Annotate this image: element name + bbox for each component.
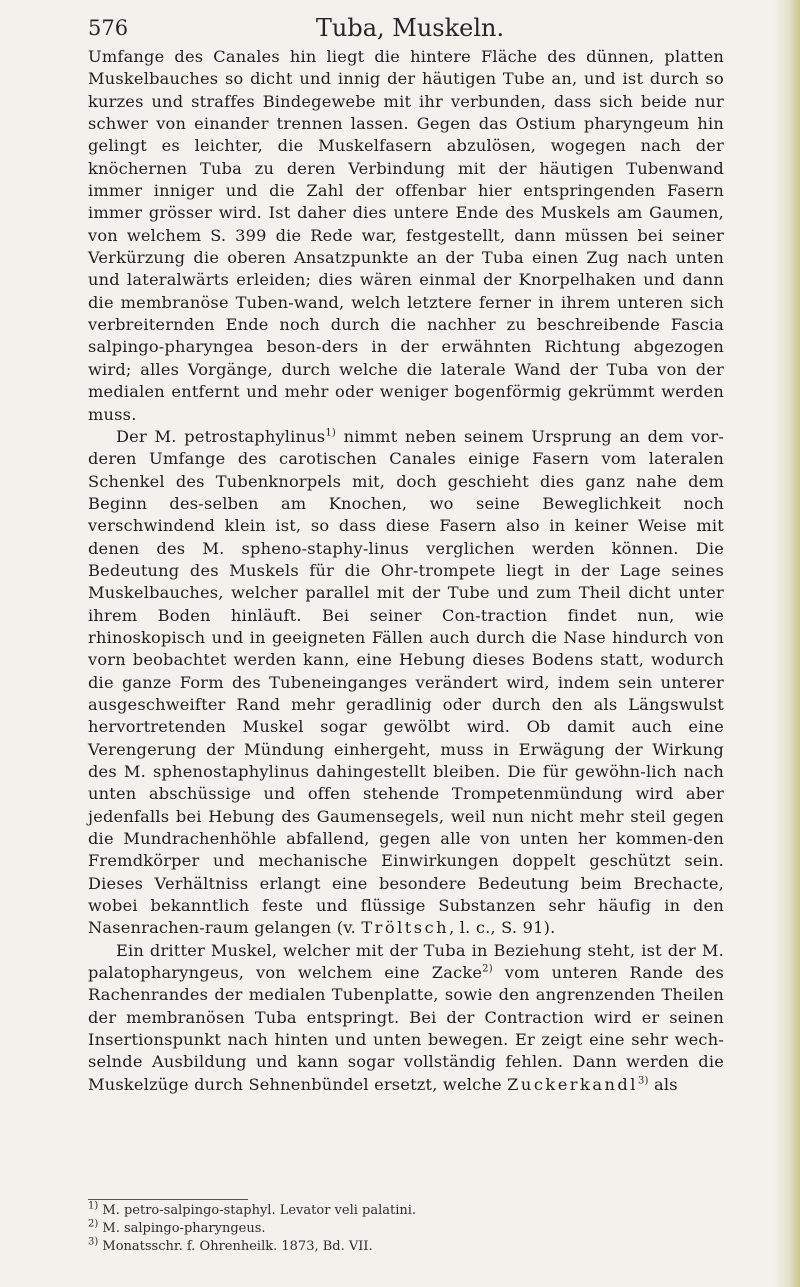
running-title: Tuba, Muskeln. <box>315 14 505 42</box>
paragraph-3-part-b: vom unteren Rande des Rachenrandes der medialen Tubenplatte, sowie den angrenzenden Theilen der membranösen Tuba entspringt. Bei der Contraction wird er seinen Insertionspunkt nach hinten und unten bewegen. Er zeigt eine sehr wech-selnde Ausbildung und kann sogar vollständig fehlen. Dann werden die Muskelzüge durch Sehnenbündel ersetzt, welche <box>88 963 724 1094</box>
page-gutter-shadow <box>774 0 800 1287</box>
author-name-troeltsch: Tröltsch <box>361 918 450 938</box>
footnote-mark: 1) <box>88 1200 99 1212</box>
footnote-ref-3: 3) <box>637 1075 649 1087</box>
footnote-text: M. salpingo-pharyngeus. <box>98 1221 266 1236</box>
footnote-2 <box>88 1220 724 1238</box>
footnotes <box>88 1199 724 1256</box>
page-header <box>88 12 732 48</box>
footnote-rule <box>88 1199 248 1200</box>
footnote-1 <box>88 1202 724 1220</box>
footnote-ref-1: 1) <box>325 427 336 439</box>
page-number: 576 <box>88 16 129 40</box>
paragraph-2-part-b: nimmt neben seinem Ursprung an dem vor-deren Umfange des carotischen Canales einige Fasern vom lateralen Schenkel des Tubenknorpels mit, doch geschieht dies ganz nahe dem Beginn des-selben am Knochen, wo seine Beweglichkeit noch verschwindend klein ist, so dass diese Fasern also in keiner Weise mit denen des M. spheno-staphy-linus verglichen werden können. Die Bedeutung des Muskels für die Ohr-trompete liegt in der Lage seines Muskelbauches, welcher parallel mit der Tube und zum Theil dicht unter ihrem Boden hinläuft. Bei seiner Con-traction findet nun, wie rhinoskopisch und in geeigneten Fällen auch durch die Nase hindurch von vorn beobachtet werden kann, eine Hebung dieses Bodens statt, wodurch die ganze Form des Tubeneinganges verändert wird, indem sein unterer ausgeschweifter Rand mehr geradlinig oder durch den als Längswulst hervortretenden Muskel sogar gewölbt wird. Ob damit auch eine Verengerung der Mündung einhergeht, muss in Erwägung der Wirkung des M. sphenostaphylinus dahingestellt bleiben. Die für gewöhn-lich nach unten abschüssige und offen stehende Trompetenmündung wird aber jedenfalls bei Hebung des Gaumensegels, weil nun nicht mehr steil gegen die Mundrachenhöhle abfallend, gegen alle von unten her kommen-den Fremdkörper und mechanische Einwirkungen doppelt geschützt sein. Dieses Verhältniss erlangt eine besondere Bedeutung beim Brechacte, wobei bekanntlich feste und flüssige Substanzen sehr häufig in den Nasenrachen-raum gelangen (v. <box>88 426 725 938</box>
paragraph-3 <box>88 940 724 1096</box>
paragraph-3-part-c: als <box>648 1074 678 1094</box>
footnote-ref-2: 2) <box>482 963 493 975</box>
footnote-mark: 2) <box>88 1218 99 1230</box>
footnote-3 <box>88 1238 724 1256</box>
footnote-text: M. petro-salpingo-staphyl. Levator veli palatini. <box>98 1203 417 1218</box>
author-name-zuckerkandl: Zuckerkandl <box>507 1074 638 1094</box>
paragraph-2-part-a: Der M. petrostaphylinus <box>116 426 326 446</box>
footnote-text: Monatsschr. f. Ohrenheilk. 1873, Bd. VII. <box>98 1239 373 1254</box>
paragraph-1: Umfange des Canales hin liegt die hintere Fläche des dünnen, platten Muskelbauches so dicht und innig der häutigen Tube an, und ist durch so kurzes und straffes Bindegewebe mit ihr verbunden, dass sich beide nur schwer von einander trennen lassen. Gegen das Ostium pharyngeum hin gelingt es leichter, die Muskelfasern abzulösen, wogegen nach der knöchernen Tuba zu deren Verbindung mit der häutigen Tubenwand immer inniger und die Zahl der offenbar hier entspringenden Fasern immer grösser wird. Ist daher dies untere Ende des Muskels am Gaumen, von welchem S. 399 die Rede war, festgestellt, dann müssen bei seiner Verkürzung die oberen Ansatzpunkte an der Tuba einen Zug nach unten und lateralwärts erleiden; dies wären einmal der Knorpelhaken und dann die membranöse Tuben-wand, welch letztere ferner in ihrem unteren sich verbreiternden Ende noch durch die nachher zu beschreibende Fascia salpingo-pharyngea beson-ders in der erwähnten Richtung abgezogen wird; alles Vorgänge, durch welche die laterale Wand der Tuba von der medialen entfernt und mehr oder weniger bogenförmig gekrümmt werden muss. <box>88 47 724 424</box>
paragraph-3-part-a: Ein dritter Muskel, welcher mit der Tuba in Beziehung steht, ist der M. palatopharyngeus, von welchem eine Zacke <box>88 940 724 983</box>
paragraph-2 <box>88 426 724 940</box>
footnote-mark: 3) <box>88 1236 99 1248</box>
paragraph-2-part-c: , l. c., S. 91). <box>449 918 556 938</box>
body-text <box>88 46 724 1096</box>
